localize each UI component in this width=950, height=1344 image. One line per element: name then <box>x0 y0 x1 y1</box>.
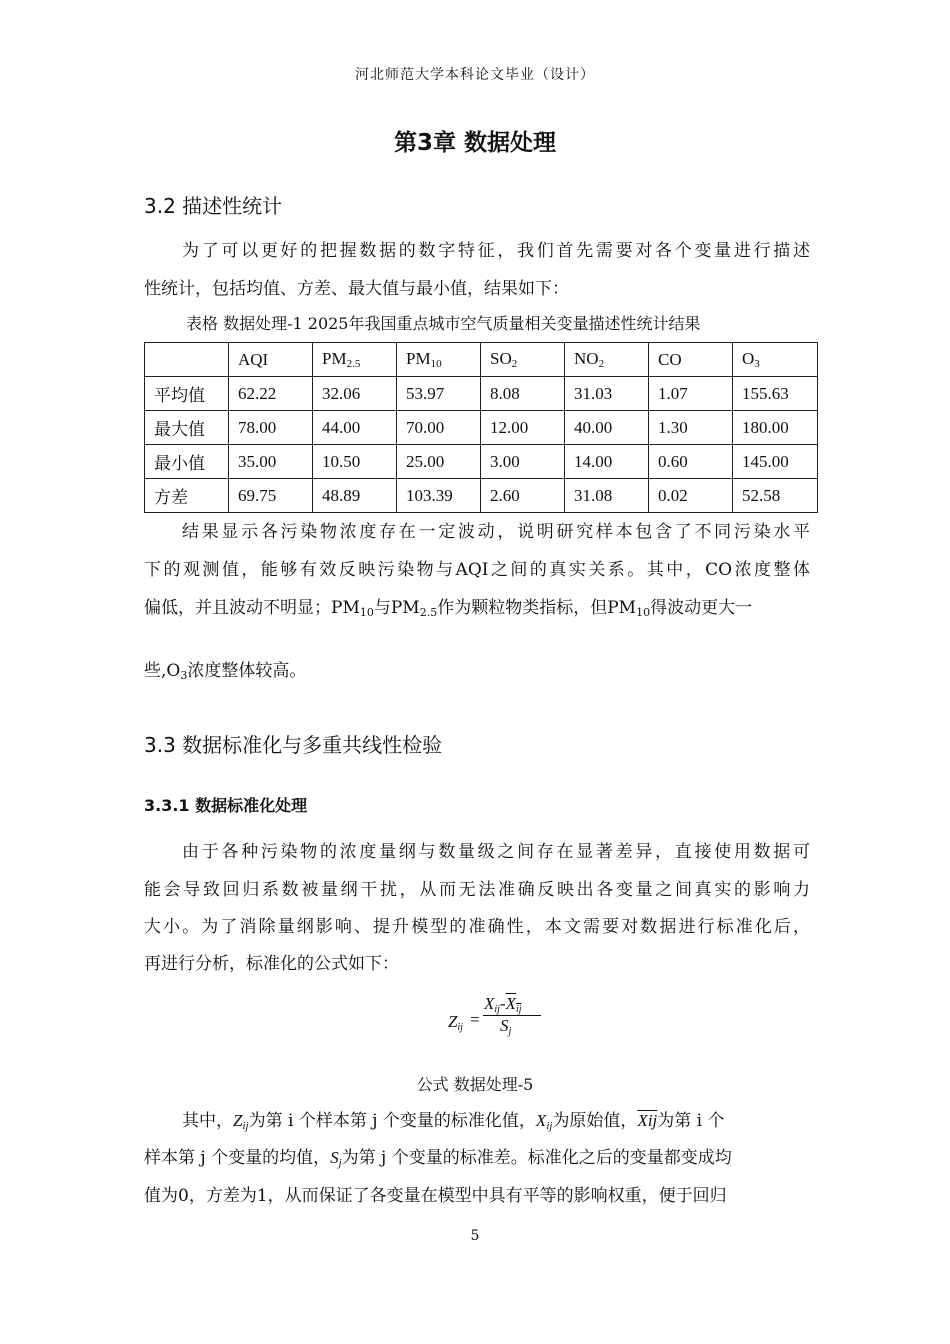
page-number: 5 <box>470 1228 480 1244</box>
formula-equals: = <box>470 1010 480 1029</box>
paragraph-line: 下的观测值，能够有效反映污染物与AQI之间的真实关系。其中，CO浓度整体 <box>144 560 810 580</box>
formula-lhs: $Z_{ij}$ <box>448 1012 464 1033</box>
formula-numerator: $X_{ij}-X_{ij}$ <box>484 994 522 1015</box>
table-header-cell: CO <box>649 343 733 377</box>
table-row <box>145 411 818 445</box>
table-cell: 2.60 <box>481 479 565 513</box>
paragraph-line: 再进行分析，标准化的公式如下： <box>144 954 399 974</box>
row-label-cell: 最小值 <box>145 445 229 479</box>
table-header-row <box>145 343 818 377</box>
row-label-cell: 最大值 <box>145 411 229 445</box>
table-header-cell: $PM_{10}$ <box>397 343 481 377</box>
section-title-3-2: 3.2 描述性统计 <box>144 194 283 218</box>
table-cell: 12.00 <box>481 411 565 445</box>
table-cell: 8.08 <box>481 377 565 411</box>
subsection-title-3-3-1: 3.3.1 数据标准化处理 <box>144 796 308 815</box>
paragraph-line: 大小。为了消除量纲影响、提升模型的准确性，本文需要对数据进行标准化后， <box>144 917 810 937</box>
table-cell: 78.00 <box>229 411 313 445</box>
row-label-cell: 方差 <box>145 479 229 513</box>
table-cell: 31.03 <box>565 377 649 411</box>
table-cell: 3.00 <box>481 445 565 479</box>
paragraph-line: 能会导致回归系数被量纲干扰，从而无法准确反映出各变量之间真实的影响力 <box>144 880 810 900</box>
table-row <box>145 377 818 411</box>
row-label-cell: 平均值 <box>145 377 229 411</box>
section-title-3-3: 3.3 数据标准化与多重共线性检验 <box>144 733 443 757</box>
table-cell: 10.50 <box>313 445 397 479</box>
table-cell: 14.00 <box>565 445 649 479</box>
running-header: 河北师范大学本科论文毕业（设计） <box>355 67 595 83</box>
paragraph-line: 结果显示各污染物浓度存在一定波动，说明研究样本包含了不同污染水平 <box>182 522 810 542</box>
table-row <box>145 445 818 479</box>
chapter-title: 第3章 数据处理 <box>393 130 556 156</box>
table-cell: 31.08 <box>565 479 649 513</box>
table-cell: 103.39 <box>397 479 481 513</box>
formula-caption: 公式 数据处理-5 <box>416 1075 534 1094</box>
paragraph-line: 性统计，包括均值、方差、最大值与最小值，结果如下： <box>144 279 569 299</box>
paragraph-line: 偏低，并且波动不明显；$PM_{10}$与$PM_{2.5}$作为颗粒物类指标，但$PM_{10}$得波动更大一 <box>144 598 753 619</box>
table-row <box>145 479 818 513</box>
paragraph-line: 由于各种污染物的浓度量纲与数量级之间存在显著差异，直接使用数据可 <box>182 842 810 862</box>
table-cell: 155.63 <box>733 377 818 411</box>
table-cell: 180.00 <box>733 411 818 445</box>
table-cell: 62.22 <box>229 377 313 411</box>
table-header-cell <box>145 343 229 377</box>
table-header-cell: AQI <box>229 343 313 377</box>
table-cell: 70.00 <box>397 411 481 445</box>
paragraph-line: 值为0，方差为1，从而保证了各变量在模型中具有平等的影响权重，便于回归 <box>144 1186 727 1206</box>
table-cell: 40.00 <box>565 411 649 445</box>
table-header-cell: $PM_{2.5}$ <box>313 343 397 377</box>
table-cell: 35.00 <box>229 445 313 479</box>
fraction-bar <box>483 1015 541 1016</box>
table-cell: 0.02 <box>649 479 733 513</box>
table-cell: 32.06 <box>313 377 397 411</box>
table-header-cell: $SO_2$ <box>481 343 565 377</box>
table-cell: 52.58 <box>733 479 818 513</box>
table-cell: 0.60 <box>649 445 733 479</box>
table-cell: 1.07 <box>649 377 733 411</box>
table-cell: 25.00 <box>397 445 481 479</box>
table-header-cell: $O_3$ <box>733 343 818 377</box>
paragraph-line: 样本第 j 个变量的均值，$S_j$为第 j 个变量的标准差。标准化之后的变量都变成均 <box>144 1148 732 1169</box>
paragraph-line: 其中，$Z_{ij}$为第 i 个样本第 j 个变量的标准化值，$X_{ij}$为原始值，$\overline{Xij}$为第 i 个 <box>182 1111 725 1132</box>
table-cell: 48.89 <box>313 479 397 513</box>
formula-denominator: $S_j$ <box>500 1016 512 1037</box>
table-cell: 69.75 <box>229 479 313 513</box>
table-cell: 53.97 <box>397 377 481 411</box>
paragraph-line: 为了可以更好的把握数据的数字特征，我们首先需要对各个变量进行描述 <box>182 241 810 261</box>
table-cell: 1.30 <box>649 411 733 445</box>
table-caption: 表格 数据处理-1 2025年我国重点城市空气质量相关变量描述性统计结果 <box>186 314 701 333</box>
paragraph-line: 些$,O_3$浓度整体较高。 <box>144 661 307 682</box>
descriptive-stats-table <box>144 342 818 513</box>
table-cell: 44.00 <box>313 411 397 445</box>
table-header-cell: $NO_2$ <box>565 343 649 377</box>
table-cell: 145.00 <box>733 445 818 479</box>
